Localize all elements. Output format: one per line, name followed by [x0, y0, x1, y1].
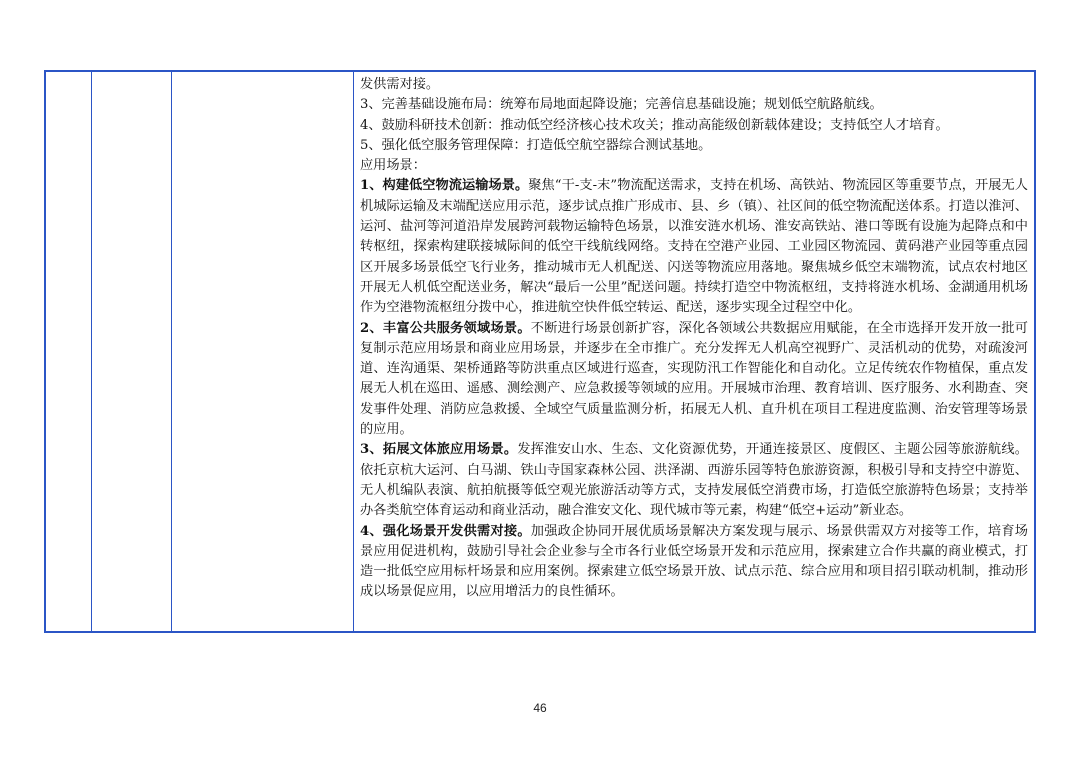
- scenario-title: 1、构建低空物流运输场景。: [360, 178, 529, 194]
- scenario-text: 加强政企协同开展优质场景解决方案发现与展示、场景供需双方对接等工作，培育场景应用促进机构，鼓励引导社会企业参与全市各行业低空场景开发和示范应用，探索建立合作共赢的商业模式，打造一批低空应用标杆场景和应用案例。探索建立低空场景开放、试点示范、综合应用和项目招引联动机制，推动形成以场景促应用，以应用增活力的良性循环。: [360, 523, 1028, 600]
- policy-table: [44, 70, 1036, 633]
- column-divider: [171, 72, 172, 631]
- scenario-text: 发挥淮安山水、生态、文化资源优势，开通连接景区、度假区、主题公园等旅游航线。依托京杭大运河、白马湖、铁山寺国家森林公园、洪泽湖、西游乐园等特色旅游资源，积极引导和支持空中游览、无人机编队表演、航拍航摄等低空观光旅游活动等方式，支持发展低空消费市场，打造低空旅游特色场景；支持举办各类航空体育运动和商业活动，融合淮安文化、现代城市等元素，构建“低空+运动”新业态。: [360, 442, 1028, 519]
- section-heading: 应用场景：: [360, 158, 426, 174]
- scenario-text: 聚焦“干-支-末”物流配送需求，支持在机场、高铁站、物流园区等重要节点，开展无人机城际运输及末端配送应用示范，逐步试点推广形成市、县、乡（镇）、社区间的低空物流配送体系。打造以淮河、运河、盐河等河道沿岸发展跨河载物运输特色场景，以淮安涟水机场、淮安高铁站、港口等既有设施为起降点和中转枢纽，探索构建联接城际间的低空干线航线网络。支持在空港产业园、工业园区物流园、黄码港产业园等重点园区开展多场景低空飞行业务，推动城市无人机配送、闪送等物流应用落地。聚焦城乡低空末端物流，试点农村地区开展无人机低空配送业务，解决“最后一公里”配送问题。持续打造空中物流枢纽，支持将涟水机场、金湖通用机场作为空港物流枢纽分拨中心，推进航空快件低空转运、配送，逐步实现全过程空中化。: [360, 178, 1028, 316]
- scenario-paragraph: [360, 319, 1028, 441]
- scenario-paragraph: [360, 522, 1028, 603]
- text-line: 3、完善基础设施布局：统筹布局地面起降设施；完善信息基础设施；规划低空航路航线。: [360, 97, 883, 113]
- text-line: 4、鼓励科研技术创新：推动低空经济核心技术攻关；推动高能级创新载体建设；支持低空人才培育。: [360, 117, 949, 133]
- text-line: 5、强化低空服务管理保障：打造低空航空器综合测试基地。: [360, 137, 712, 153]
- scenario-title: 3、拓展文体旅应用场景。: [360, 442, 518, 458]
- scenario-paragraph: [360, 440, 1028, 521]
- scenario-text: 不断进行场景创新扩容，深化各领域公共数据应用赋能，在全市选择开发开放一批可复制示范应用场景和商业应用场景，并逐步在全市推广。充分发挥无人机高空视野广、灵活机动的优势，对疏浚河道、连沟通渠、架桥通路等防洪重点区域进行巡查，实现防汛工作智能化和自动化。立足传统农作物植保，重点发展无人机在巡田、遥感、测绘测产、应急救援等领域的应用。开展城市治理、教育培训、医疗服务、水利勘查、突发事件处理、消防应急救援、全域空气质量监测分析，拓展无人机、直升机在项目工程进度监测、治安管理等场景的应用。: [360, 320, 1028, 438]
- scenario-title: 4、强化场景开发供需对接。: [360, 523, 531, 539]
- column-divider: [91, 72, 92, 631]
- column-divider: [353, 72, 354, 631]
- scenario-paragraph: [360, 176, 1028, 318]
- content-cell: [360, 75, 1028, 603]
- page-number: 46: [533, 701, 547, 715]
- scenario-title: 2、丰富公共服务领域场景。: [360, 320, 531, 336]
- text-line: 发供需对接。: [360, 77, 440, 92]
